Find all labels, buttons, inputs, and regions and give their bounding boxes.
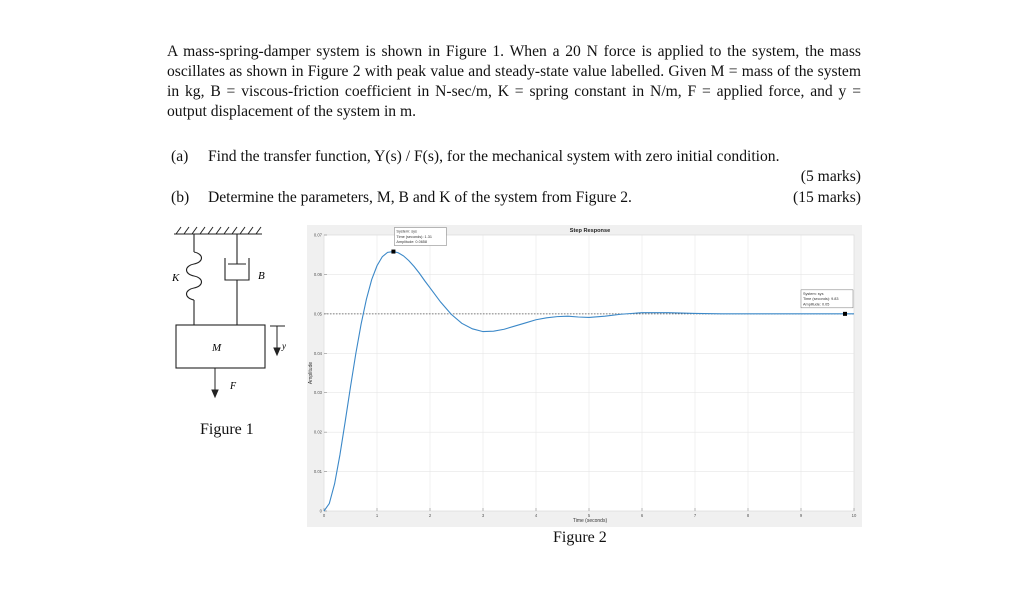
part-b-marks: (15 marks) [793,189,861,206]
y-tick-label: 0.02 [313,429,322,435]
problem-statement: A mass-spring-damper system is shown in Figure 1. When a 20 N force is applied to the system, the mass oscillates as shown in Figure 2 with peak value and steady-state value labelled. Given M = mass of the system in kg, B = viscous-friction coefficient in N-sec/m, K = spring constant in N/m, F = applied force, and y = output displacement of the system in m. [167,43,861,120]
ground-hatch [174,227,262,234]
part-b [171,188,861,208]
force-arrow [212,368,218,397]
part-b-text: Determine the parameters, M, B and K of the system from Figure 2. [208,189,632,206]
y-tick-label: 0.05 [313,311,322,317]
mass-label: M [212,342,222,354]
part-a-text: Find the transfer function, Y(s) / F(s), for the mechanical system with zero initial condition. [208,148,780,165]
damper [225,234,249,325]
x-tick-label: 3 [481,513,485,518]
output-label: y [282,341,286,351]
y-tick-label: 0.04 [313,350,322,356]
x-tick-label: 2 [428,513,432,518]
part-a-marks: (5 marks) [800,168,861,185]
figure-1-caption: Figure 1 [200,421,254,438]
y-tick-label: 0.01 [313,469,322,475]
x-tick-label: 5 [587,513,591,518]
chart-x-axis-label: Time (seconds) [572,518,608,524]
datatip-time: Time (seconds): 1.31 [396,234,432,239]
datatip-time: Time (seconds): 9.83 [803,297,839,302]
part-a [171,147,861,187]
x-tick-label: 8 [746,513,750,518]
force-label: F [230,381,237,392]
x-tick-label: 1 [375,513,379,518]
y-tick-label: 0.03 [313,390,322,396]
x-tick-label: 0 [322,513,326,518]
y-tick-label: 0.07 [313,232,322,238]
x-tick-label: 4 [534,513,538,518]
part-b-label: (b) [171,189,190,206]
figure-1-diagram [164,222,294,452]
datatip-system: System: sys [396,229,417,234]
figure-2-caption: Figure 2 [553,529,607,546]
x-tick-label: 9 [799,513,803,518]
step-response-chart [307,225,862,527]
datatip-amplitude: Amplitude: 0.0658 [396,239,428,244]
x-tick-label: 6 [640,513,644,518]
x-tick-label: 10 [851,513,857,518]
datatip-amplitude: Amplitude: 0.05 [803,302,830,307]
y-tick-label: 0.06 [313,271,322,277]
datatip-marker[interactable] [843,312,847,316]
datatip-marker[interactable] [391,250,395,254]
part-a-label: (a) [171,148,189,165]
chart-y-axis-label: Amplitude [308,361,314,385]
chart-title: Step Response [569,228,611,234]
spring-label: K [172,272,180,284]
damper-label: B [258,270,265,282]
spring [187,234,202,325]
figure-2-plot [307,225,862,527]
y-tick-label: 0 [319,508,322,514]
datatip-system: System: sys [803,291,824,296]
x-tick-label: 7 [693,513,697,518]
